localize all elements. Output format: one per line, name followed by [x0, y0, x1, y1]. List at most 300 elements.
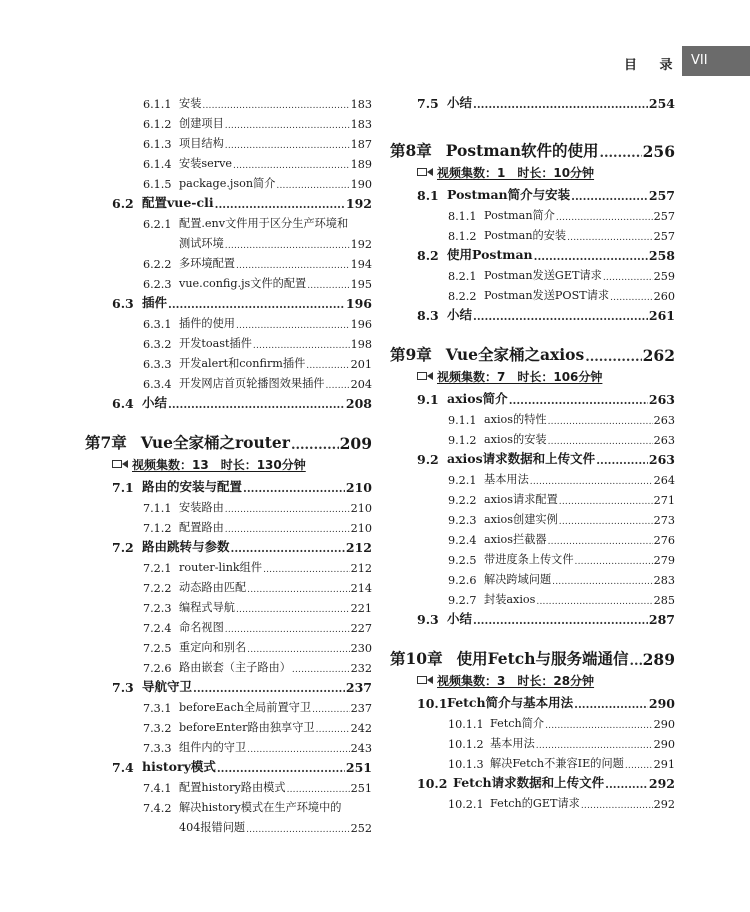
- toc-num: 6.4: [112, 396, 134, 411]
- toc-num: 9.2: [417, 452, 439, 467]
- video-camera-icon: [417, 166, 434, 178]
- toc-num: 8.2.2: [448, 290, 477, 303]
- toc-title: 组件内的守卫: [179, 741, 247, 754]
- dot-leader: [231, 542, 345, 555]
- dot-leader: [574, 698, 648, 711]
- toc-num: 9.2.7: [448, 594, 477, 607]
- toc-page: 209: [339, 434, 372, 453]
- toc-num: 7.3.1: [143, 702, 172, 715]
- chapter-num: 第9章: [390, 345, 432, 364]
- toc-page: 221: [350, 602, 372, 615]
- video-info: [390, 669, 675, 691]
- dot-leader: [217, 762, 345, 775]
- toc-subsection[interactable]: [85, 271, 372, 291]
- toc-subsection[interactable]: [85, 735, 372, 755]
- toc-num: 8.2: [417, 248, 439, 263]
- toc-title: 配置路由: [179, 521, 224, 534]
- toc-chapter[interactable]: [390, 641, 675, 669]
- chapter-title: Postman软件的使用: [445, 141, 599, 160]
- toc-page: 208: [345, 396, 372, 411]
- toc-num: 9.2.5: [448, 554, 477, 567]
- dot-leader: [610, 293, 653, 303]
- toc-num: 10.1.2: [448, 738, 484, 751]
- toc-num: 9.2.3: [448, 514, 477, 527]
- toc-subsection[interactable]: [85, 91, 372, 111]
- toc-subsection[interactable]: [85, 131, 372, 151]
- toc-num: 7.2.4: [143, 622, 172, 635]
- toc-num: 6.1.3: [143, 138, 172, 151]
- toc-section[interactable]: [85, 391, 372, 411]
- toc-chapter[interactable]: [85, 425, 372, 453]
- toc-title: 安装路由: [179, 501, 224, 514]
- toc-title: 导航守卫: [142, 679, 193, 694]
- dot-leader: [225, 141, 350, 151]
- toc-subsection[interactable]: [85, 635, 372, 655]
- toc-page: 251: [350, 782, 372, 795]
- toc-subsection[interactable]: [390, 427, 675, 447]
- toc-subsection-continued[interactable]: [85, 815, 372, 835]
- dot-leader: [247, 585, 350, 595]
- dot-leader: [534, 250, 648, 263]
- toc-section[interactable]: [390, 91, 675, 111]
- toc-page: 290: [653, 718, 675, 731]
- toc-subsection[interactable]: [390, 487, 675, 507]
- toc-section[interactable]: [390, 303, 675, 323]
- toc-num: 7.5: [417, 96, 439, 111]
- dot-leader: [596, 454, 648, 467]
- toc-title: 命名视图: [179, 621, 224, 634]
- toc-num: 10.2: [417, 776, 448, 791]
- toc-page: 254: [648, 96, 675, 111]
- toc-title: 动态路由匹配: [179, 581, 247, 594]
- toc-title: 重定向和别名: [179, 641, 247, 654]
- toc-page: 201: [350, 358, 372, 371]
- toc-page: 290: [653, 738, 675, 751]
- dot-leader: [168, 398, 345, 411]
- toc-page: 187: [350, 138, 372, 151]
- toc-num: 7.4: [112, 760, 134, 775]
- toc-page: 227: [350, 622, 372, 635]
- toc-section[interactable]: [85, 755, 372, 775]
- dot-leader: [215, 198, 345, 211]
- toc-page: 292: [653, 798, 675, 811]
- toc-title: 创建项目: [179, 117, 224, 130]
- video-info-text: 视频集数：7 时长：106分钟: [437, 369, 603, 384]
- toc-subsection[interactable]: [390, 203, 675, 223]
- toc-num: 9.2.2: [448, 494, 477, 507]
- dot-leader: [603, 273, 653, 283]
- toc-section[interactable]: [390, 243, 675, 263]
- toc-title: 基本用法: [484, 473, 529, 486]
- dot-leader: [548, 437, 653, 447]
- toc-page: 283: [653, 574, 675, 587]
- toc-page: 263: [653, 414, 675, 427]
- dot-leader: [585, 350, 641, 365]
- toc-title: Fetch的GET请求: [490, 797, 580, 810]
- dot-leader: [536, 597, 652, 607]
- toc-page: 257: [653, 210, 675, 223]
- toc-num: 9.1.1: [448, 414, 477, 427]
- dot-leader: [312, 705, 350, 715]
- toc-subsection[interactable]: [390, 283, 675, 303]
- toc-page: 242: [350, 722, 372, 735]
- dot-leader: [575, 557, 653, 567]
- toc-num: 10.1: [417, 696, 448, 711]
- toc-title: 带进度条上传文件: [484, 553, 574, 566]
- toc-page: 289: [642, 650, 675, 669]
- dot-leader: [263, 565, 350, 575]
- toc-num: 10.1.3: [448, 758, 484, 771]
- toc-title: axios拦截器: [484, 533, 547, 546]
- toc-right-column: [390, 91, 675, 811]
- toc-page: 189: [350, 158, 372, 171]
- toc-subsection[interactable]: [85, 555, 372, 575]
- dot-leader: [473, 614, 648, 627]
- dot-leader: [276, 181, 349, 191]
- toc-page: 256: [642, 142, 675, 161]
- dot-leader: [473, 310, 648, 323]
- toc-title: 开发toast插件: [179, 337, 252, 350]
- toc-subsection[interactable]: [85, 351, 372, 371]
- toc-page: 292: [648, 776, 675, 791]
- dot-leader: [225, 505, 350, 515]
- toc-subsection[interactable]: [85, 615, 372, 635]
- toc-num: 7.1: [112, 480, 134, 495]
- toc-page: 257: [653, 230, 675, 243]
- video-camera-icon: [417, 674, 434, 686]
- toc-title: 解决history模式在生产环境中的: [179, 801, 342, 814]
- toc-subsection[interactable]: [85, 171, 372, 191]
- dot-leader: [291, 438, 339, 453]
- toc-subsection[interactable]: [85, 655, 372, 675]
- toc-title: 配置.env文件用于区分生产环境和: [179, 217, 349, 230]
- video-info: [85, 453, 372, 475]
- toc-num: 7.4.1: [143, 782, 172, 795]
- toc-page: 279: [653, 554, 675, 567]
- toc-num: 7.1.2: [143, 522, 172, 535]
- toc-title: 路由嵌套（主子路由）: [179, 661, 291, 674]
- toc-num: 7.2.2: [143, 582, 172, 595]
- toc-page: 210: [350, 502, 372, 515]
- toc-title: 小结: [447, 95, 473, 110]
- toc-title: Fetch简介: [490, 717, 545, 730]
- toc-num: 6.1.4: [143, 158, 172, 171]
- toc-subsection[interactable]: [85, 575, 372, 595]
- dot-leader: [246, 825, 350, 835]
- toc-title: 小结: [447, 611, 473, 626]
- toc-title: 多环境配置: [179, 257, 235, 270]
- toc-section[interactable]: [390, 607, 675, 627]
- toc-subsection[interactable]: [85, 211, 372, 231]
- toc-num: 8.2.1: [448, 270, 477, 283]
- video-camera-icon: [112, 458, 129, 470]
- dot-leader: [236, 261, 350, 271]
- dot-leader: [193, 682, 345, 695]
- chapter-title: 使用Fetch与服务端通信: [456, 649, 629, 668]
- toc-page: 210: [345, 480, 372, 495]
- toc-section[interactable]: [85, 535, 372, 555]
- toc-num: 7.3: [112, 680, 134, 695]
- toc-subsection[interactable]: [390, 791, 675, 811]
- dot-leader: [548, 537, 653, 547]
- toc-subsection[interactable]: [85, 715, 372, 735]
- chapter-title: Vue全家桶之router: [140, 433, 290, 452]
- toc-title: 开发网店首页轮播图效果插件: [179, 377, 325, 390]
- dot-leader: [325, 381, 349, 391]
- dot-leader: [168, 298, 345, 311]
- dot-leader: [225, 241, 350, 251]
- dot-leader: [253, 341, 350, 351]
- toc-page: 257: [648, 188, 675, 203]
- toc-subsection[interactable]: [85, 151, 372, 171]
- toc-title: 开发alert和confirm插件: [179, 357, 306, 370]
- toc-page: 261: [648, 308, 675, 323]
- dot-leader: [316, 725, 350, 735]
- toc-page: 287: [648, 612, 675, 627]
- toc-subsection[interactable]: [390, 547, 675, 567]
- toc-title: 使用Postman: [447, 247, 533, 262]
- toc-subsection[interactable]: [390, 567, 675, 587]
- dot-leader: [202, 101, 349, 111]
- toc-section[interactable]: [390, 387, 675, 407]
- dot-leader: [225, 625, 350, 635]
- toc-title: package.json简介: [179, 177, 276, 190]
- toc-title: 测试环境: [179, 237, 224, 250]
- toc-subsection[interactable]: [85, 371, 372, 391]
- toc-title: Postman简介: [484, 209, 555, 222]
- dot-leader: [247, 745, 350, 755]
- toc-subsection[interactable]: [390, 527, 675, 547]
- dot-leader: [306, 361, 349, 371]
- toc-title: 路由的安装与配置: [142, 479, 243, 494]
- toc-section[interactable]: [85, 675, 372, 695]
- toc-num: 9.3: [417, 612, 439, 627]
- toc-page: 276: [653, 534, 675, 547]
- toc-section[interactable]: [85, 291, 372, 311]
- toc-page: 291: [653, 758, 675, 771]
- toc-title: axios简介: [447, 391, 508, 406]
- toc-title: router-link组件: [179, 561, 263, 574]
- video-camera-icon: [417, 370, 434, 382]
- toc-title: 插件: [142, 295, 168, 310]
- page-number-badge: VII: [682, 46, 750, 76]
- toc-page: 263: [648, 392, 675, 407]
- toc-title: axios的特性: [484, 413, 547, 426]
- toc-num: 7.3.2: [143, 722, 172, 735]
- toc-subsection[interactable]: [390, 407, 675, 427]
- toc-subsection[interactable]: [85, 311, 372, 331]
- toc-page: 192: [345, 196, 372, 211]
- toc-title: Fetch简介与基本用法: [447, 695, 574, 710]
- toc-page: 183: [350, 98, 372, 111]
- toc-section[interactable]: [390, 771, 675, 791]
- toc-section[interactable]: [85, 191, 372, 211]
- toc-subsection[interactable]: [85, 331, 372, 351]
- toc-subsection[interactable]: [390, 263, 675, 283]
- toc-num: 6.1.1: [143, 98, 172, 111]
- toc-subsection[interactable]: [390, 751, 675, 771]
- toc-subsection[interactable]: [85, 251, 372, 271]
- toc-chapter[interactable]: [390, 337, 675, 365]
- toc-subsection[interactable]: [390, 587, 675, 607]
- toc-subsection[interactable]: [390, 467, 675, 487]
- toc-page: 232: [350, 662, 372, 675]
- toc-page: 251: [345, 760, 372, 775]
- toc-subsection[interactable]: [85, 515, 372, 535]
- toc-num: 6.1.2: [143, 118, 172, 131]
- dot-leader: [559, 517, 653, 527]
- toc-page: 212: [350, 562, 372, 575]
- toc-title: 解决跨域问题: [484, 573, 552, 586]
- dot-leader: [625, 761, 653, 771]
- toc-title: 插件的使用: [179, 317, 235, 330]
- toc-page: 212: [345, 540, 372, 555]
- dot-leader: [552, 577, 653, 587]
- toc-num: 8.1.1: [448, 210, 477, 223]
- toc-num: 9.1.2: [448, 434, 477, 447]
- header-title: 目 录: [624, 58, 682, 73]
- toc-num: 9.2.4: [448, 534, 477, 547]
- toc-title: Postman简介与安装: [447, 187, 571, 202]
- chapter-title: Vue全家桶之axios: [445, 345, 585, 364]
- toc-title: 项目结构: [179, 137, 224, 150]
- toc-title: beforeEnter路由独享守卫: [179, 721, 315, 734]
- toc-num: 9.2.1: [448, 474, 477, 487]
- dot-leader: [225, 525, 350, 535]
- toc-num: 6.1.5: [143, 178, 172, 191]
- video-info-text: 视频集数：13 时长：130分钟: [132, 457, 306, 472]
- dot-leader: [473, 98, 648, 111]
- toc-num: 10.1.1: [448, 718, 484, 731]
- dot-leader: [233, 161, 350, 171]
- toc-subsection[interactable]: [85, 111, 372, 131]
- toc-num: 6.3.4: [143, 378, 172, 391]
- toc-subsection[interactable]: [390, 223, 675, 243]
- toc-title: axios的安装: [484, 433, 547, 446]
- toc-page: 183: [350, 118, 372, 131]
- toc-section[interactable]: [85, 475, 372, 495]
- toc-title: 安装serve: [179, 157, 233, 170]
- toc-page: 264: [653, 474, 675, 487]
- toc-num: 8.1.2: [448, 230, 477, 243]
- toc-page: 194: [350, 258, 372, 271]
- toc-title: 编程式导航: [179, 601, 235, 614]
- toc-page: 271: [653, 494, 675, 507]
- toc-num: 7.2.6: [143, 662, 172, 675]
- video-info-text: 视频集数：1 时长：10分钟: [437, 165, 595, 180]
- toc-title: Postman发送GET请求: [484, 269, 602, 282]
- toc-page: 195: [350, 278, 372, 291]
- toc-page: 237: [350, 702, 372, 715]
- toc-title: history模式: [142, 759, 216, 774]
- toc-num: 7.3.3: [143, 742, 172, 755]
- toc-title: 小结: [142, 395, 168, 410]
- toc-num: 8.3: [417, 308, 439, 323]
- toc-page: 198: [350, 338, 372, 351]
- toc-left-column: [85, 91, 372, 835]
- toc-num: 7.2: [112, 540, 134, 555]
- dot-leader: [581, 801, 653, 811]
- toc-page: 204: [350, 378, 372, 391]
- dot-leader: [599, 146, 641, 161]
- dot-leader: [225, 121, 350, 131]
- toc-num: 6.3.3: [143, 358, 172, 371]
- toc-subsection-continued[interactable]: [85, 231, 372, 251]
- toc-subsection[interactable]: [390, 711, 675, 731]
- toc-subsection[interactable]: [390, 731, 675, 751]
- toc-page: 260: [653, 290, 675, 303]
- toc-section[interactable]: [390, 183, 675, 203]
- video-info: [390, 365, 675, 387]
- dot-leader: [236, 321, 350, 331]
- toc-chapter[interactable]: [390, 133, 675, 161]
- dot-leader: [287, 785, 350, 795]
- dot-leader: [530, 477, 653, 487]
- toc-page: 190: [350, 178, 372, 191]
- toc-num: 6.2: [112, 196, 134, 211]
- dot-leader: [236, 605, 350, 615]
- toc-subsection[interactable]: [390, 507, 675, 527]
- dot-leader: [567, 233, 653, 243]
- toc-title: 小结: [447, 307, 473, 322]
- toc-num: 6.3.2: [143, 338, 172, 351]
- toc-title: 404报错问题: [179, 821, 246, 834]
- toc-page: 273: [653, 514, 675, 527]
- toc-num: 6.3.1: [143, 318, 172, 331]
- dot-leader: [548, 417, 653, 427]
- toc-title: Postman的安装: [484, 229, 567, 242]
- toc-page: 237: [345, 680, 372, 695]
- video-info-text: 视频集数：3 时长：28分钟: [437, 673, 595, 688]
- toc-title: axios创建实例: [484, 513, 558, 526]
- toc-title: axios请求配置: [484, 493, 558, 506]
- toc-subsection[interactable]: [85, 795, 372, 815]
- dot-leader: [559, 497, 653, 507]
- toc-num: 6.2.2: [143, 258, 172, 271]
- toc-subsection[interactable]: [85, 695, 372, 715]
- toc-subsection[interactable]: [85, 775, 372, 795]
- toc-num: 9.2.6: [448, 574, 477, 587]
- toc-title: 路由跳转与参数: [142, 539, 230, 554]
- dot-leader: [509, 394, 648, 407]
- toc-subsection[interactable]: [85, 495, 372, 515]
- dot-leader: [307, 281, 349, 291]
- dot-leader: [629, 654, 641, 669]
- toc-page: 285: [653, 594, 675, 607]
- toc-page: 263: [653, 434, 675, 447]
- chapter-num: 第7章: [85, 433, 127, 452]
- toc-title: beforeEach全局前置守卫: [179, 701, 312, 714]
- dot-leader: [571, 190, 648, 203]
- dot-leader: [292, 665, 350, 675]
- toc-num: 8.1: [417, 188, 439, 203]
- toc-page: 214: [350, 582, 372, 595]
- dot-leader: [556, 213, 653, 223]
- dot-leader: [243, 482, 345, 495]
- toc-subsection[interactable]: [85, 595, 372, 615]
- toc-page: 263: [648, 452, 675, 467]
- toc-title: 基本用法: [490, 737, 535, 750]
- toc-title: Postman发送POST请求: [484, 289, 610, 302]
- toc-section[interactable]: [390, 691, 675, 711]
- dot-leader: [247, 645, 350, 655]
- toc-num: 7.2.5: [143, 642, 172, 655]
- chapter-num: 第8章: [390, 141, 432, 160]
- toc-num: 6.3: [112, 296, 134, 311]
- toc-page: 258: [648, 248, 675, 263]
- toc-num: 7.1.1: [143, 502, 172, 515]
- toc-section[interactable]: [390, 447, 675, 467]
